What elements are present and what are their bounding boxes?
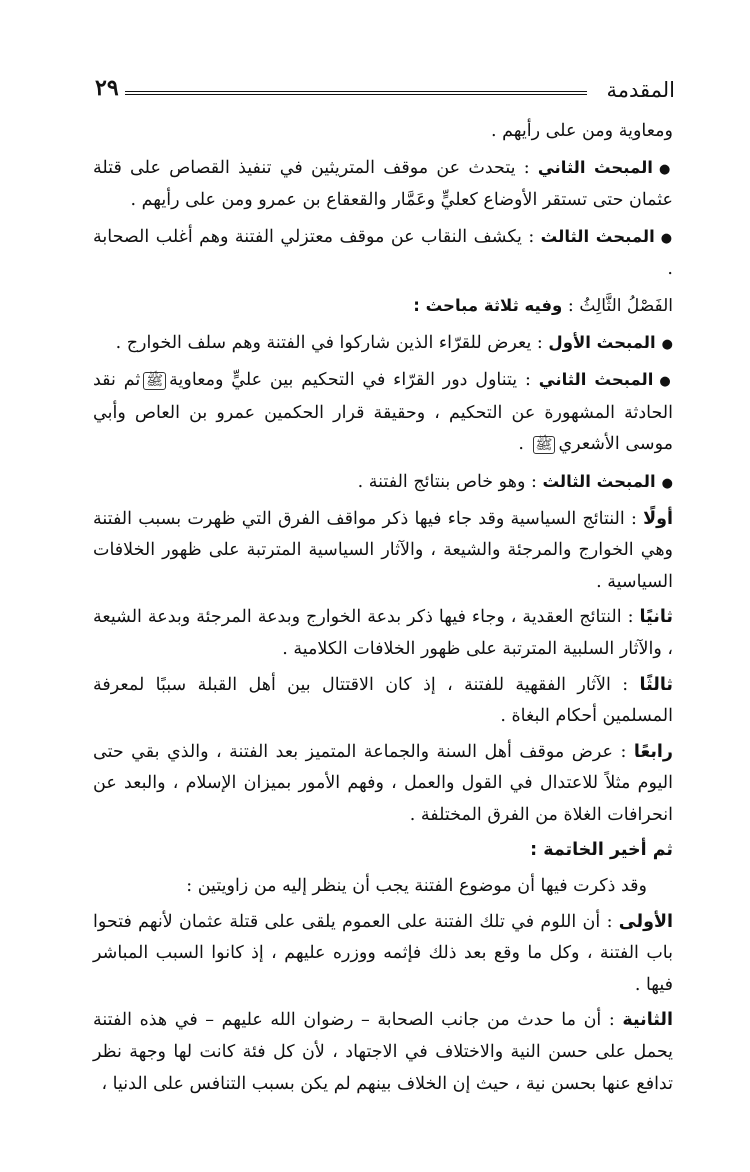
running-title: المقدمة xyxy=(606,78,675,102)
paragraph-text: ومعاوية ومن على رأيهم . xyxy=(491,121,673,141)
point-text: : الآثار الفقهية للفتنة ، إذ كان الاقتتال بين أهل القبلة سببًا لمعرفة المسلمين أحكام البغاة . xyxy=(93,674,673,727)
numbered-point xyxy=(93,737,673,832)
numbered-point xyxy=(93,907,673,1002)
section-item xyxy=(93,152,673,217)
bullet-icon: ● xyxy=(660,230,673,246)
point-label: ثانيًا xyxy=(639,607,673,628)
numbered-point xyxy=(93,670,673,733)
paragraph xyxy=(93,116,673,148)
bullet-icon: ● xyxy=(661,475,673,491)
section-text: : يعرض للقرّاء الذين شاركوا في الفتنة وهم سلف الخوارج . xyxy=(115,332,543,353)
section-text: : يتناول دور القرّاء في التحكيم بين عليٍّ ومعاوية xyxy=(169,370,531,391)
numbered-point xyxy=(93,504,673,599)
point-text: : النتائج العقدية ، وجاء فيها ذكر بدعة الخوارج وبدعة المرجئة وبدعة الشيعة ، والآثار السلبية المترتبة على ظهور الخلافات الكلامية . xyxy=(93,607,673,659)
bullet-icon: ● xyxy=(661,336,673,352)
point-label: ثالثًا xyxy=(639,674,673,695)
numbered-point xyxy=(93,1005,673,1100)
chapter-description: وفيه ثلاثة مباحث : xyxy=(413,295,563,315)
page-number: ٢٩ xyxy=(95,75,119,101)
point-label: أولًا xyxy=(643,508,673,529)
point-text: : النتائج السياسية وقد جاء فيها ذكر مواقف الفرق التي ظهرت بسبب الفتنة وهي الخوارج والمرجئة والشيعة ، والآثار السياسية المترتبة على ظهور الخلافات السياسية . xyxy=(93,508,673,592)
bullet-icon: ● xyxy=(659,374,673,390)
point-label: الأولى xyxy=(618,911,673,932)
chapter-heading xyxy=(93,290,673,323)
conclusion-label: ثم أخير الخاتمة : xyxy=(530,840,673,861)
chapter-separator: : xyxy=(567,295,574,316)
section-label: المبحث الثالث xyxy=(542,471,656,491)
section-text: : وهو خاص بنتائج الفتنة . xyxy=(357,471,537,492)
paragraph-text: وقد ذكرت فيها أن موضوع الفتنة يجب أن ينظر إليه من زاويتين : xyxy=(186,876,647,897)
honorific-icon: ﷺ xyxy=(143,372,166,390)
chapter-title: الفَصْلُ الثَّالِثُ xyxy=(579,295,673,316)
header-rule xyxy=(125,91,587,95)
section-label: المبحث الأول xyxy=(548,332,656,352)
numbered-point xyxy=(93,602,673,665)
section-item xyxy=(93,221,673,286)
point-text: : أن ما حدث من جانب الصحابة – رضوان الله عليهم – في هذه الفتنة يحمل على حسن النية والاختلاف في الاجتهاد ، لأن كل فئة كانت لها وجهة نظر تدافع عنها بحسن نية ، حيث إن الخلاف بينهم لم يكن بسبب التنافس على الدنيا ، xyxy=(93,1010,673,1094)
section-text-continued: ثم نقد الحادثة المشهورة عن التحكيم ، وحقيقة قرار الحكمين عمرو بن العاص وأبي موسى الأشعري xyxy=(93,370,673,455)
section-end-mark: . xyxy=(518,434,524,455)
section-label: المبحث الثاني xyxy=(537,157,653,177)
body-text xyxy=(93,116,673,1104)
section-item xyxy=(93,466,673,500)
page-header xyxy=(95,76,675,106)
section-label: المبحث الثالث xyxy=(540,226,655,246)
section-item xyxy=(93,364,673,462)
section-item xyxy=(93,327,673,361)
conclusion-heading xyxy=(93,835,673,867)
section-text: : يكشف النقاب عن موقف معتزلي الفتنة وهم أغلب الصحابة . xyxy=(93,226,673,280)
bullet-icon: ● xyxy=(658,161,673,177)
point-text: : أن اللوم في تلك الفتنة على العموم يلقى على قتلة عثمان لأنهم فتحوا باب الفتنة ، وكل ما وقع بعد ذلك فإثمه ووزره عليهم ، إذ كانوا السبب المباشر فيها . xyxy=(93,911,673,995)
section-text: : يتحدث عن موقف المتريثين في تنفيذ القصاص على قتلة عثمان حتى تستقر الأوضاع كعليٍّ وعَمَّار والقعقاع بن عمرو ومن على رأيهم . xyxy=(93,157,673,211)
paragraph xyxy=(93,871,673,903)
point-label: الثانية xyxy=(622,1010,673,1031)
honorific-icon: ﷺ xyxy=(533,436,556,454)
point-text: : عرض موقف أهل السنة والجماعة المتميز بعد الفتنة ، والذي بقي حتى اليوم مثلاً للاعتدال في القول والعمل ، وفهم الأمور بميزان الإسلام ، والبعد عن انحرافات الغلاة من الفرق المختلفة . xyxy=(93,741,673,825)
point-label: رابعًا xyxy=(633,741,673,762)
section-label: المبحث الثاني xyxy=(538,370,654,390)
